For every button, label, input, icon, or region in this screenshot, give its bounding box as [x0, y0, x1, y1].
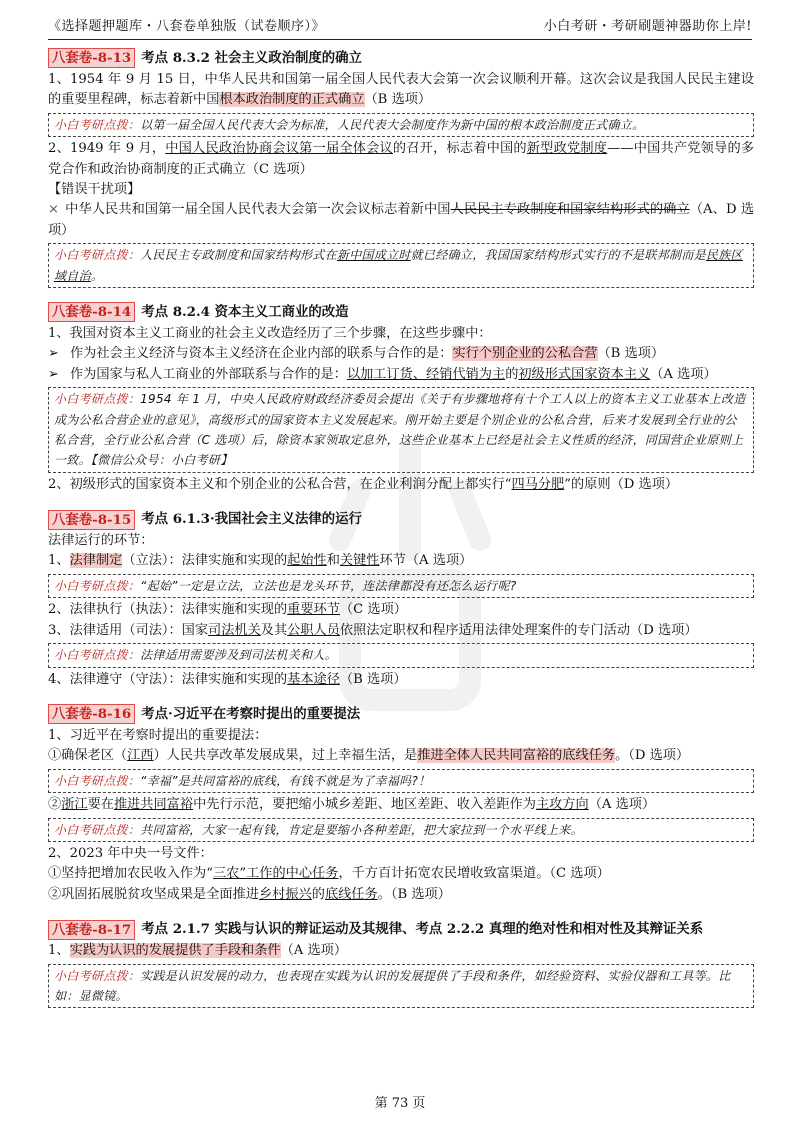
tip-label: 小白考研点拨：	[54, 578, 141, 593]
paragraph: 2、2023 年中央一号文件：	[48, 845, 213, 861]
section-heading	[48, 509, 754, 530]
paragraph: 4、法律遵守（守法）：法律实施和实现的基本途径（B 选项）	[48, 671, 407, 687]
section-heading	[48, 704, 754, 725]
section-title: 考点 2.1.7 实践与认识的辩证运动及其规律、考点 2.2.2 真理的绝对性和相对性及其辩证关系	[141, 921, 704, 938]
list-item: ➢ 作为社会主义经济与资本主义经济在企业内部的联系与合作的是：实行个别企业的公私合营（B 选项）	[48, 344, 754, 364]
highlight-answer: 实行个别企业的公私合营	[452, 346, 598, 362]
tip-box: 小白考研点拨：人民民主专政制度和国家结构形式在新中国成立时就已经确立，我国国家结构形式实行的不是联邦制而是民族区域自治。	[48, 243, 754, 288]
paragraph: 1、法律制定（立法）：法律实施和实现的起始性和关键性环节（A 选项）	[48, 553, 473, 569]
section-title: 考点·习近平在考察时提出的重要提法	[141, 706, 361, 723]
highlight-answer: 推进全体人民共同富裕的底线任务	[417, 748, 616, 764]
tip-label: 小白考研点拨：	[54, 117, 141, 132]
tip-box: 小白考研点拨：“幸福”是共同富裕的底线，有钱不就是为了幸福吗?！	[48, 769, 754, 793]
tip-box: 小白考研点拨：“起始”一定是立法，立法也是龙头环节，连法律都没有还怎么运行呢?	[48, 574, 754, 598]
tip-box: 小白考研点拨：实践是认识发展的动力，也表现在实践为认识的发展提供了手段和条件，如经验资料、实验仪器和工具等。比如：显微镜。	[48, 964, 754, 1009]
section-title: 考点 8.3.2 社会主义政治制度的确立	[141, 50, 362, 66]
paragraph: 1、习近平在考察时提出的重要提法：	[48, 727, 268, 743]
tip-label: 小白考研点拨：	[54, 248, 141, 263]
section-8-15	[48, 509, 754, 690]
section-8-13	[48, 48, 754, 288]
arrow-bullet-icon: ➢	[48, 366, 60, 382]
paragraph: ①确保老区（江西）人民共享改革发展成果，过上幸福生活，是推进全体人民共同富裕的底线任务。（D 选项）	[48, 748, 690, 764]
header-right-slogan: 小白考研・考研刷题神器助你上岸!	[543, 18, 752, 34]
tip-box: 小白考研点拨：以第一届全国人民代表大会为标准，人民代表大会制度作为新中国的根本政治制度正式确立。	[48, 113, 754, 137]
page-number: 第 73 页	[374, 1096, 426, 1111]
page-header	[48, 16, 752, 40]
section-heading	[48, 48, 754, 69]
paragraph: 3、法律适用（司法）：国家司法机关及其公职人员依照法定职权和程序适用法律处理案件的专门活动（D 选项）	[48, 622, 698, 638]
question-tag: 八套卷-8-14	[48, 302, 135, 322]
section-title: 考点 8.2.4 资本主义工商业的改造	[141, 304, 349, 321]
cross-icon: ×	[48, 202, 60, 218]
paragraph: 2、1949 年 9 月，中国人民政治协商会议第一届全体会议的召开，标志着中国的新型政党制度——中国共产党领导的多党合作和政治协商制度的正式确立（C 选项）	[48, 141, 755, 177]
paragraph: 1、实践为认识的发展提供了手段和条件（A 选项）	[48, 943, 348, 959]
distractor-heading: 【错误干扰项】	[48, 181, 141, 197]
section-heading	[48, 302, 754, 323]
paragraph: ②巩固拓展脱贫攻坚成果是全面推进乡村振兴的底线任务。（B 选项）	[48, 886, 451, 902]
distractor-item: × 中华人民共和国第一届全国人民代表大会第一次会议标志着新中国人民民主专政制度和国家结构形式的确立（A、D 选项）	[48, 202, 755, 238]
tip-box: 小白考研点拨：法律适用需要涉及到司法机关和人。	[48, 643, 754, 667]
question-tag: 八套卷-8-16	[48, 704, 135, 724]
tip-label: 小白考研点拨：	[54, 968, 141, 983]
paragraph: ①坚持把增加农民收入作为“三农”工作的中心任务，千方百计拓宽农民增收致富渠道。（C 选项）	[48, 866, 610, 882]
section-heading	[48, 919, 754, 940]
question-tag: 八套卷-8-13	[48, 48, 135, 68]
paragraph: 2、法律执行（执法）：法律实施和实现的重要环节（C 选项）	[48, 602, 407, 618]
highlight-answer: 法律制定	[69, 553, 123, 569]
section-8-16	[48, 704, 754, 905]
tip-label: 小白考研点拨：	[54, 822, 141, 837]
paragraph: 法律运行的环节：	[48, 533, 154, 549]
struck-text: 人民民主专政制度和国家结构形式的确立	[450, 202, 690, 218]
section-8-17	[48, 919, 754, 1008]
paragraph: 1、1954 年 9 月 15 日，中华人民共和国第一届全国人民代表大会第一次会议顺利开幕。这次会议是我国人民民主建设的重要里程碑，标志着新中国根本政治制度的正式确立（B 选项）	[48, 71, 754, 108]
question-tag: 八套卷-8-15	[48, 510, 135, 530]
paragraph: ②浙江要在推进共同富裕中先行示范，要把缩小城乡差距、地区差距、收入差距作为主攻方向（A 选项）	[48, 797, 656, 813]
highlight-answer: 根本政治制度的正式确立	[219, 92, 365, 108]
tip-label: 小白考研点拨：	[54, 773, 141, 788]
paragraph: 2、初级形式的国家资本主义和个别企业的公私合营，在企业利润分配上都实行“四马分肥”的原则（D 选项）	[48, 476, 679, 492]
arrow-bullet-icon: ➢	[48, 346, 60, 362]
highlight-answer: 实践为认识的发展提供了手段和条件	[69, 943, 281, 959]
tip-box: 小白考研点拨：1954 年 1 月，中央人民政府财政经济委员会提出《关于有步骤地将有十个工人以上的资本主义工业基本上改造成为公私合营企业的意见》，高级形式的国家资本主义发展起来。刚开始主要是个别企业的公私合营，后来才发展到全行业的公私合营，全行业公私合营（C 选项）后，除资本家领取定息外，这些企业基本上已经是社会主义性质的经济，同国营企业原则上一致。【微信公众号：小白考研】	[48, 387, 754, 473]
list-item: ➢ 作为国家与私人工商业的外部联系与合作的是：以加工订货、经销代销为主的初级形式国家资本主义（A 选项）	[48, 365, 754, 385]
question-tag: 八套卷-8-17	[48, 920, 135, 940]
section-title: 考点 6.1.3·我国社会主义法律的运行	[141, 511, 362, 528]
tip-label: 小白考研点拨：	[54, 648, 141, 663]
header-left-title: 《选择题押题库・八套卷单独版（试卷顺序）》	[48, 18, 326, 34]
paragraph: 1、我国对资本主义工商业的社会主义改造经历了三个步骤，在这些步骤中：	[48, 325, 492, 341]
document-body	[48, 48, 754, 1022]
section-8-14	[48, 302, 754, 495]
tip-box: 小白考研点拨：共同富裕，大家一起有钱，肯定是要缩小各种差距，把大家拉到一个水平线上来。	[48, 818, 754, 842]
tip-label: 小白考研点拨：	[54, 392, 141, 407]
